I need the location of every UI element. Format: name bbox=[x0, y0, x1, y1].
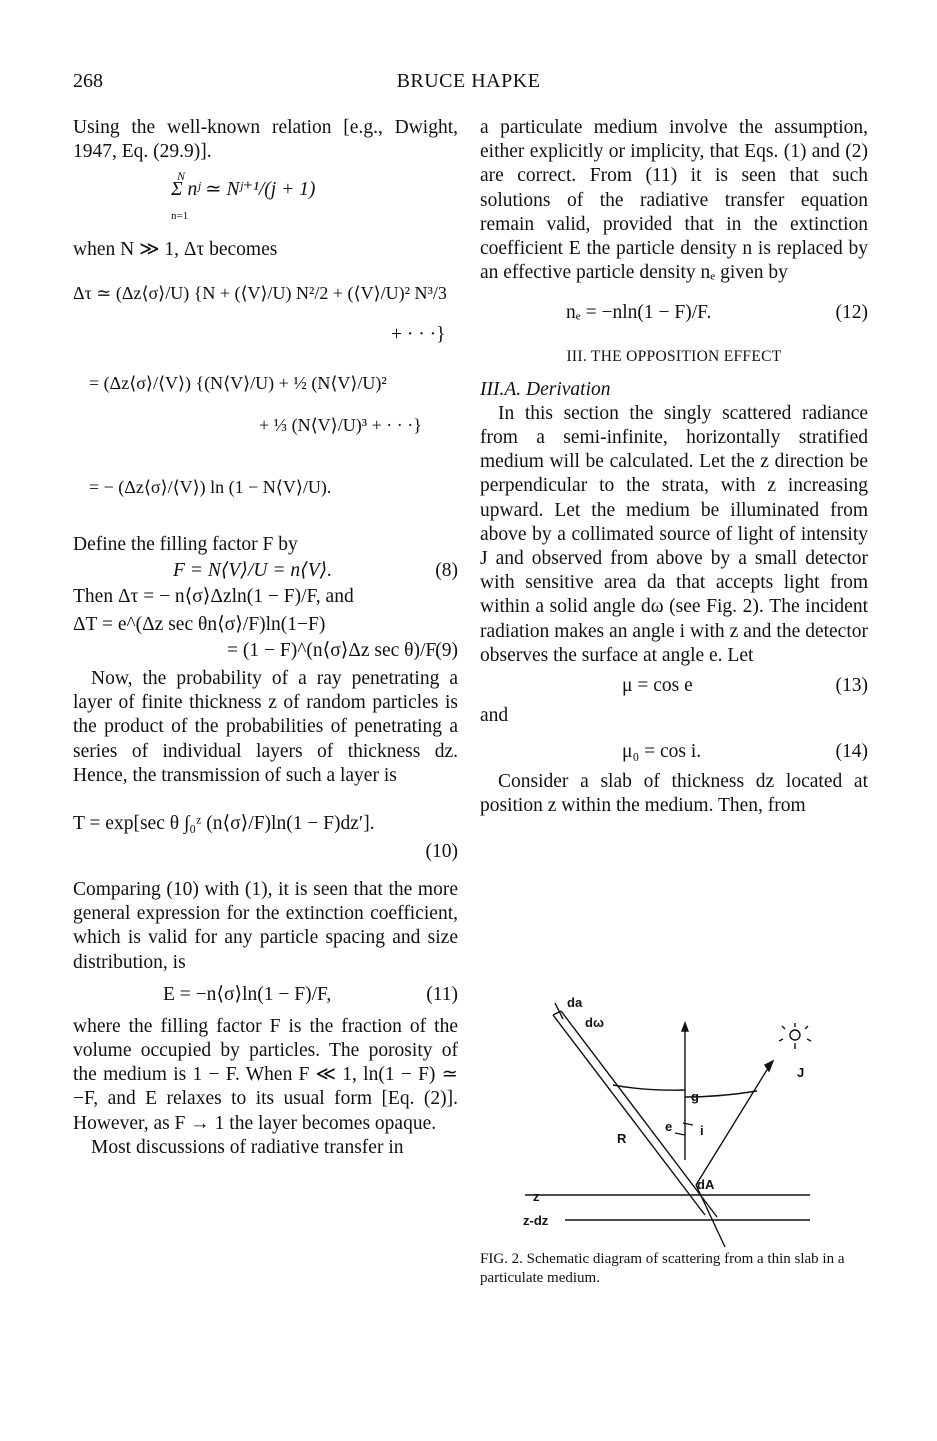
detector-ray-inner bbox=[553, 1015, 705, 1215]
paragraph: Now, the probability of a ray penetrating a layer of finite thickness z of random particles is the product of the probabilities of penetrating a series of individual layers of thickness dz. Hence, the transmission of such a layer is bbox=[73, 668, 458, 786]
page-header bbox=[0, 70, 937, 100]
eq10-number: (10) bbox=[425, 841, 458, 863]
sun-icon bbox=[779, 1023, 811, 1049]
label-dw: dω bbox=[585, 1015, 604, 1030]
label-i: i bbox=[700, 1123, 704, 1138]
paragraph: In this section the singly scattered radiance from a semi-infinite, horizontally stratified medium will be calculated. Let the z direction be perpendicular to the strata, with z increasing upward. Let the medium be illuminated from above by a collimated source of light of intensity J and observed from above by a small detector with sensitive area da that accepts light from within a solid angle dω (see Fig. 2). The incident radiation makes an angle i with z and the detector observes the surface at angle e. Let bbox=[480, 402, 868, 666]
equation-14: μ₀ = cos i. (14) bbox=[622, 741, 868, 763]
label-dA: dA bbox=[697, 1177, 715, 1192]
paragraph: Most discussions of radiative transfer in bbox=[91, 1136, 404, 1158]
paragraph: Consider a slab of thickness dz located at position z within the medium. Then, from bbox=[480, 771, 868, 817]
equation-12: nₑ = −nln(1 − F)/F. (12) bbox=[566, 302, 868, 324]
equation-sum bbox=[73, 164, 458, 238]
label-z: z bbox=[533, 1189, 540, 1204]
paragraph: Using the well-known relation [e.g., Dwight, 1947, Eq. (29.9)]. bbox=[73, 117, 458, 163]
angle-e-arc bbox=[613, 1085, 685, 1090]
subsection-heading: III.A. Derivation bbox=[480, 378, 611, 400]
figure-caption: FIG. 2. Schematic diagram of scattering from a thin slab in a particulate medium. bbox=[480, 1251, 845, 1286]
eq-dtau-line1b: + · · ·} bbox=[391, 323, 446, 345]
right-column bbox=[480, 116, 868, 819]
sum-upper: N bbox=[177, 169, 186, 184]
eq-dtau-line3: = − (Δz⟨σ⟩/⟨V⟩) ln (1 − N⟨V⟩/U). bbox=[89, 476, 332, 497]
label-J: J bbox=[797, 1065, 805, 1080]
equation-8: F = N⟨V⟩/U = n⟨V⟩. (8) bbox=[173, 559, 458, 581]
sum-lower: n=1 bbox=[171, 210, 189, 223]
label-R: R bbox=[617, 1131, 627, 1146]
paragraph: a particulate medium involve the assumption, either explicitly or implicity, that Eqs. (1) and (2) are correct. From (11) it is seen that such solutions of the radiative transfer equation remain valid, provided that in the extinction coefficient E the particle density n is replaced by an effective particle density nₑ given by bbox=[480, 117, 868, 284]
eq-dtau-line2: = (Δz⟨σ⟩/⟨V⟩) {(N⟨V⟩/U) + ½ (N⟨V⟩/U)² bbox=[89, 372, 387, 393]
equation-9 bbox=[73, 609, 458, 667]
eq9-line1: ΔT = e^(Δz sec θn⟨σ⟩/F)ln(1−F) bbox=[73, 614, 326, 636]
label-z-dz: z-dz bbox=[523, 1213, 549, 1228]
word-and: and bbox=[480, 705, 509, 727]
page-number: 268 bbox=[73, 70, 103, 92]
eq9-line2: = (1 − F)^(n⟨σ⟩Δz sec θ)/F. bbox=[227, 640, 440, 662]
label-e: e bbox=[665, 1119, 673, 1134]
figure-2 bbox=[495, 985, 825, 1250]
equation-delta-tau bbox=[73, 263, 458, 533]
eq-dtau-line2b: + ⅓ (N⟨V⟩/U)³ + · · ·} bbox=[259, 414, 422, 435]
equation-10 bbox=[73, 788, 458, 868]
paragraph: Define the filling factor F by bbox=[73, 533, 298, 555]
incident-ray bbox=[696, 1065, 770, 1185]
sum-formula: Σ nʲ ≃ Nʲ⁺¹/(j + 1) bbox=[171, 179, 316, 201]
paragraph: Then Δτ = − n⟨σ⟩Δzln(1 − F)/F, and bbox=[73, 585, 354, 607]
paragraph: when N ≫ 1, Δτ becomes bbox=[73, 239, 278, 261]
e-marker bbox=[675, 1133, 685, 1135]
paragraph: where the filling factor F is the fraction of the volume occupied by particles. The porosity of the medium is 1 − F. When F ≪ 1, ln(1 − F) ≃ −F, and E relaxes to its usual form [Eq. (2)]. However, as F → 1 the layer becomes opaque. bbox=[73, 1015, 458, 1134]
equation-11: E = −n⟨σ⟩ln(1 − F)/F, (11) bbox=[163, 983, 458, 1005]
incident-arrow bbox=[765, 1061, 773, 1071]
eq10-formula: T = exp[sec θ ∫₀ᶻ (n⟨σ⟩/F)ln(1 − F)dz′]. bbox=[73, 813, 375, 835]
eq9-number: (9) bbox=[435, 640, 458, 662]
paragraph: Comparing (10) with (1), it is seen that the more general expression for the extinction coefficient, which is valid for any particle spacing and size distribution, is bbox=[73, 879, 458, 973]
label-g: g bbox=[691, 1089, 699, 1104]
label-da: da bbox=[567, 995, 583, 1010]
detector-ray-outer bbox=[561, 1011, 717, 1217]
axis-arrow bbox=[682, 1023, 688, 1031]
equation-13: μ = cos e (13) bbox=[622, 675, 868, 697]
eq-dtau-line1: Δτ ≃ (Δz⟨σ⟩/U) {N + (⟨V⟩/U) N²/2 + (⟨V⟩/U)² N³/3 bbox=[73, 282, 447, 303]
section-heading: III. THE OPPOSITION EFFECT bbox=[566, 348, 782, 366]
scattering-diagram bbox=[495, 985, 825, 1250]
running-head: BRUCE HAPKE bbox=[396, 70, 541, 92]
left-column bbox=[73, 116, 458, 1160]
